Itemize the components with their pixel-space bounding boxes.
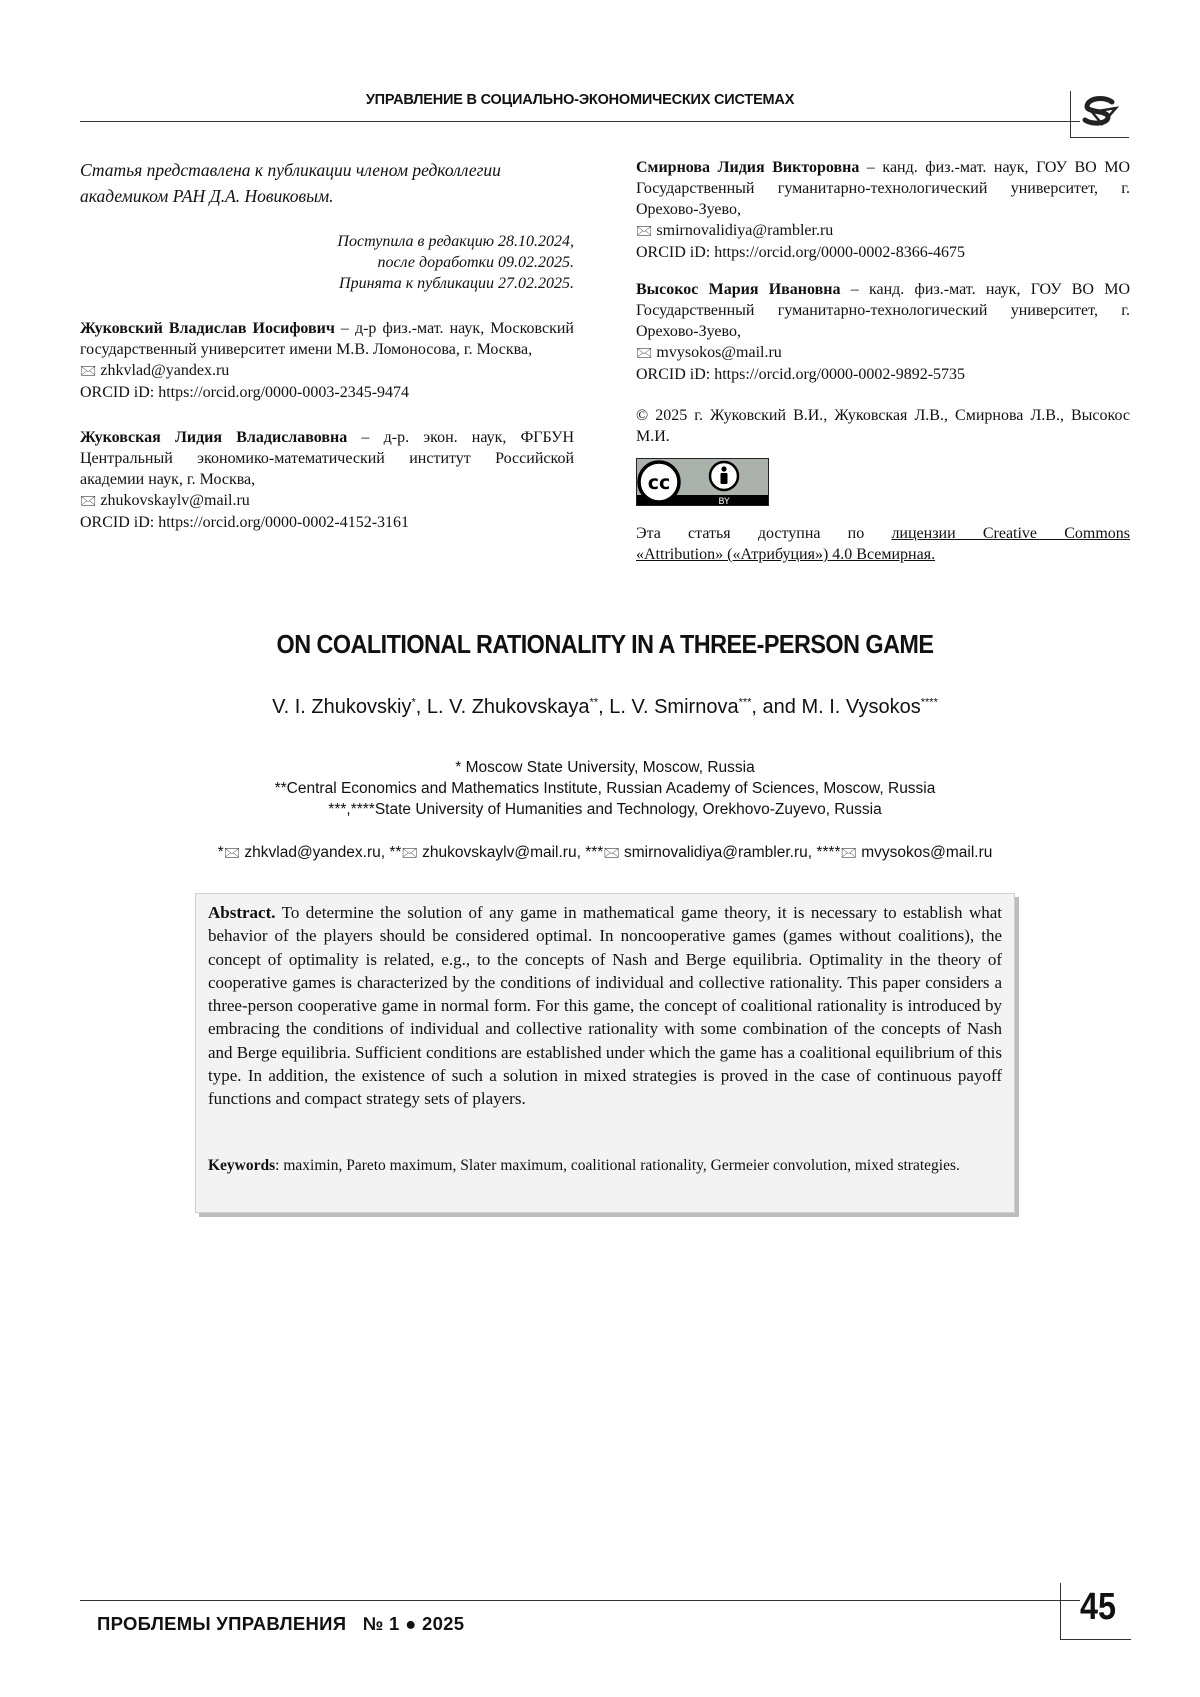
author-details: – д-р. экон. наук, ФГБУН Центральный экономико-математический институт Российской академии наук, г. Москва, (80, 429, 574, 488)
date-accepted: Принята к публикации 27.02.2025. (339, 275, 574, 292)
author-en-mark: **** (920, 696, 938, 709)
author-en-mark: *** (738, 696, 752, 709)
journal-logo-icon (1078, 94, 1124, 132)
keywords-label: Keywords (208, 1157, 276, 1174)
envelope-icon: 🖂 (80, 493, 97, 509)
email-link[interactable]: zhkvlad@yandex.ru (244, 844, 381, 861)
author-en-name: L. V. Smirnova (609, 696, 739, 718)
envelope-icon: 🖂 (603, 845, 620, 861)
email-link[interactable]: smirnovalidiya@rambler.ru (624, 844, 808, 861)
right-column (636, 157, 1130, 565)
authors-en (80, 696, 1130, 719)
envelope-icon: 🖂 (223, 845, 241, 861)
author-email[interactable]: zhkvlad@yandex.ru (100, 362, 230, 379)
author-details: – д-р физ.-мат. наук, Московский государственный университет имени М.В. Ломоносова, г. Москва, (80, 320, 574, 358)
envelope-icon: 🖂 (80, 363, 97, 379)
author-info-2 (80, 427, 574, 533)
author-orcid[interactable]: ORCID iD: https://orcid.org/0000-0002-8366-4675 (636, 244, 966, 261)
creative-commons-by-icon[interactable] (636, 458, 769, 506)
author-en-mark: ** (589, 696, 599, 709)
author-name: Смирнова Лидия Викторовна (636, 159, 860, 176)
author-details: – канд. физ.-мат. наук, ГОУ ВО МО Государственный гуманитарно-технологический университет, г. Орехово-Зуево, (636, 281, 1130, 340)
license-link[interactable]: лицензии Creative Commons (891, 525, 1131, 542)
envelope-icon: 🖂 (636, 345, 653, 361)
author-info-1 (80, 318, 574, 403)
footer-issue: № 1 ● 2025 (362, 1613, 465, 1634)
affiliation-1: * Moscow State University, Moscow, Russia (455, 759, 755, 776)
paper-title: ON COALITIONAL RATIONALITY IN A THREE-PERSON GAME (276, 629, 934, 659)
author-orcid[interactable]: ORCID iD: https://orcid.org/0000-0003-2345-9474 (80, 384, 410, 401)
email-mark: *** (585, 844, 604, 861)
left-column (80, 157, 574, 533)
author-en-sep: , and (751, 696, 802, 718)
license-prefix: Эта статья доступна по (636, 525, 892, 542)
author-name: Высокос Мария Ивановна (636, 281, 841, 298)
keywords-body: : maximin, Pareto maximum, Slater maximum, coalitional rationality, Germeier convolution, mixed strategies. (275, 1157, 960, 1174)
svg-text:cc: cc (647, 472, 671, 494)
author-en-sep: , (598, 696, 610, 718)
abstract-box (195, 893, 1015, 1213)
editor-note: Статья представлена к публикации членом редколлегии академиком РАН Д.А. Новиковым. (80, 160, 501, 206)
license-line-2[interactable]: «Attribution» («Атрибуция») 4.0 Всемирная. (636, 546, 936, 563)
submission-dates (80, 231, 574, 294)
abstract-body: To determine the solution of any game in mathematical game theory, it is necessary to establish what behavior of the players should be considered optimal. In noncooperative games (games without coalitions), the concept of optimality is related, e.g., to the concepts of Nash and Berge equilibria. Optimality in the theory of cooperative games is characterized by the conditions of individual and collective rationality. This paper considers a three-person cooperative game in normal form. For this game, the concept of coalitional rationality is introduced by embracing the conditions of individual and collective rationality with some combination of the concepts of Nash and Berge equilibria. Sufficient conditions are established under which the game has a coalitional equilibrium of this type. In addition, the existence of such a solution in mixed strategies is proved in the case of continuous payoff functions and compact strategy sets of players. (208, 903, 1002, 1109)
email-mark: ** (389, 844, 402, 861)
email-mark: * (217, 844, 224, 861)
envelope-icon: 🖂 (401, 845, 418, 861)
author-en-name: L. V. Zhukovskaya (426, 696, 590, 718)
author-name: Жуковский Владислав Иосифович (80, 320, 335, 337)
affiliation-3: ***,****State University of Humanities and Technology, Orekhovo-Zuyevo, Russia (328, 801, 882, 818)
running-header: УПРАВЛЕНИЕ В СОЦИАЛЬНО-ЭКОНОМИЧЕСКИХ СИСТЕМАХ (365, 92, 795, 108)
keywords (208, 1155, 1002, 1176)
email-link[interactable]: mvysokos@mail.ru (861, 844, 993, 861)
author-en-mark: * (411, 696, 416, 709)
email-link[interactable]: zhukovskaylv@mail.ru (422, 844, 577, 861)
author-info-3 (636, 157, 1130, 263)
author-orcid[interactable]: ORCID iD: https://orcid.org/0000-0002-4152-3161 (80, 514, 410, 531)
header-rule (80, 121, 1080, 122)
copyright-notice: © 2025 г. Жуковский В.И., Жуковская Л.В., Смирнова Л.В., Высокос М.И. (636, 407, 1130, 445)
footer-journal (97, 1613, 464, 1635)
author-email[interactable]: zhukovskaylv@mail.ru (100, 492, 250, 509)
author-en-sep: , (415, 696, 427, 718)
abstract (208, 901, 1002, 1111)
cc-by-label: BY (718, 497, 730, 506)
email-mark: **** (816, 844, 841, 861)
date-revised: после доработки 09.02.2025. (377, 254, 574, 271)
abstract-label: Abstract. (208, 903, 276, 922)
author-email[interactable]: smirnovalidiya@rambler.ru (656, 222, 834, 239)
emails-line: *🖂 zhkvlad@yandex.ru, **🖂 zhukovskaylv@mail.ru, ***🖂 smirnovalidiya@rambler.ru, ****🖂 mvysokos@mail.ru (217, 844, 993, 861)
author-details: – канд. физ.-мат. наук, ГОУ ВО МО Государственный гуманитарно-технологический университет, г. Орехово-Зуево, (636, 159, 1130, 218)
footer-journal-name: ПРОБЛЕМЫ УПРАВЛЕНИЯ (97, 1613, 347, 1634)
author-name: Жуковская Лидия Владиславовна (80, 429, 348, 446)
page-number: 45 (1080, 1586, 1116, 1628)
date-received: Поступила в редакцию 28.10.2024, (337, 233, 574, 250)
author-orcid[interactable]: ORCID iD: https://orcid.org/0000-0002-9892-5735 (636, 366, 966, 383)
author-email[interactable]: mvysokos@mail.ru (656, 344, 782, 361)
footer-rule (80, 1600, 1080, 1601)
author-en-name: M. I. Vysokos (801, 696, 921, 718)
license-line-1 (636, 523, 1130, 544)
envelope-icon: 🖂 (840, 845, 857, 861)
author-en-name: V. I. Zhukovskiy (272, 696, 412, 718)
envelope-icon: 🖂 (636, 223, 653, 239)
author-info-4 (636, 279, 1130, 385)
affiliation-2: **Central Economics and Mathematics Institute, Russian Academy of Sciences, Moscow, Russia (274, 780, 936, 797)
